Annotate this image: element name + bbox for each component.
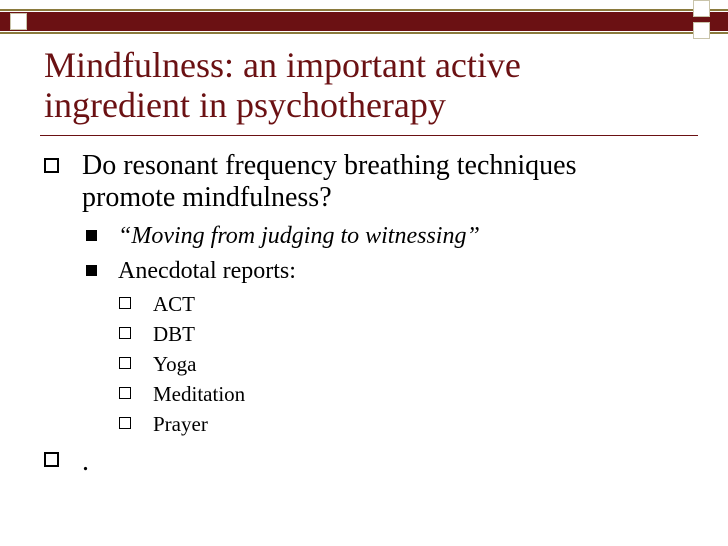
bullet-question-line-2: promote mindfulness? (82, 182, 332, 213)
hollow-square-bullet-icon (119, 297, 131, 309)
solid-square-bullet-icon (86, 265, 97, 276)
top-gold-line (0, 9, 728, 11)
report-item: DBT (153, 322, 195, 346)
slide-title (44, 45, 704, 125)
report-item: ACT (153, 292, 195, 316)
bullet-anecdotal-reports: Anecdotal reports: (118, 258, 296, 284)
title-line-1: Mindfulness: an important active (44, 45, 521, 85)
title-line-2: ingredient in psychotherapy (44, 85, 446, 125)
report-item: Meditation (153, 382, 246, 406)
top-maroon-band (0, 12, 728, 31)
bullet-period: . (82, 446, 89, 477)
decorative-square-right-bottom (693, 22, 710, 39)
hollow-square-bullet-icon (119, 357, 131, 369)
top-decorative-bar (0, 0, 728, 40)
bottom-gold-line (0, 32, 728, 34)
decorative-square-left (10, 13, 27, 30)
report-item: Prayer (153, 412, 208, 436)
hollow-square-bullet-icon (119, 417, 131, 429)
report-item: Yoga (153, 352, 197, 376)
title-underline (40, 135, 698, 136)
bullet-quote: “Moving from judging to witnessing” (118, 223, 480, 249)
solid-square-bullet-icon (86, 230, 97, 241)
hollow-square-bullet-icon (44, 158, 59, 173)
bullet-question-line-1: Do resonant frequency breathing techniques (82, 150, 577, 181)
decorative-square-right-top (693, 0, 710, 17)
hollow-square-bullet-icon (119, 387, 131, 399)
hollow-square-bullet-icon (119, 327, 131, 339)
hollow-square-bullet-icon (44, 452, 59, 467)
